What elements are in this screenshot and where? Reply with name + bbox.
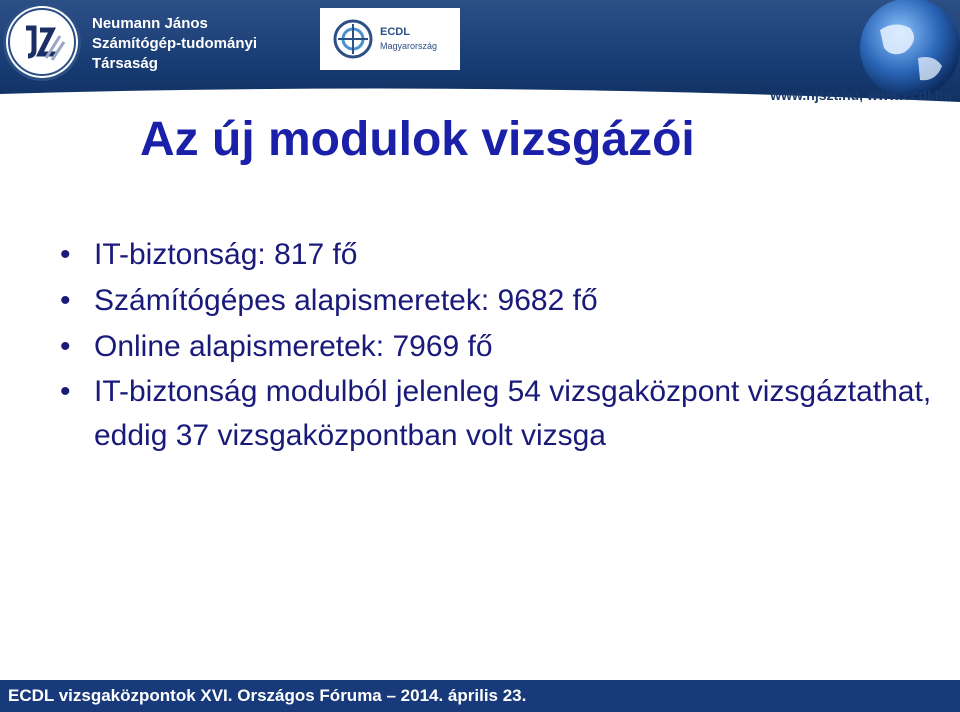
ecdl-logo	[320, 8, 460, 70]
bullet-item-computer-essentials: • Számítógépes alapismeretek: 9682 fő	[60, 278, 940, 324]
website-urls: www.njszt.hu, www.ecdl.hu	[770, 87, 952, 103]
ecdl-country-label: Magyarország	[380, 41, 438, 51]
bullet-item-it-security: • IT-biztonság: 817 fő	[60, 232, 940, 278]
organization-name	[92, 14, 302, 74]
slide-title: Az új modulok vizsgázói	[140, 113, 695, 166]
njszt-logo-icon	[6, 6, 78, 78]
org-name-line1: Neumann János	[92, 15, 208, 32]
ecdl-globe-icon	[332, 18, 374, 60]
bullet-item-test-centers: • IT-biztonság modulból jelenleg 54 vizsgaközpont vizsgáztathat, eddig 37 vizsgaközpontban volt vizsga	[60, 370, 940, 458]
ecdl-label: ECDL	[380, 26, 410, 38]
bullet-item-online-essentials: • Online alapismeretek: 7969 fő	[60, 324, 940, 370]
org-name-line2: Számítógép-tudományi	[92, 35, 258, 52]
org-name-line3: Társaság	[92, 55, 158, 72]
footer-text: ECDL vizsgaközpontok XVI. Országos Fóruma – 2014. április 23.	[8, 686, 527, 705]
slide-footer	[0, 680, 960, 712]
bullet-list	[60, 232, 940, 458]
